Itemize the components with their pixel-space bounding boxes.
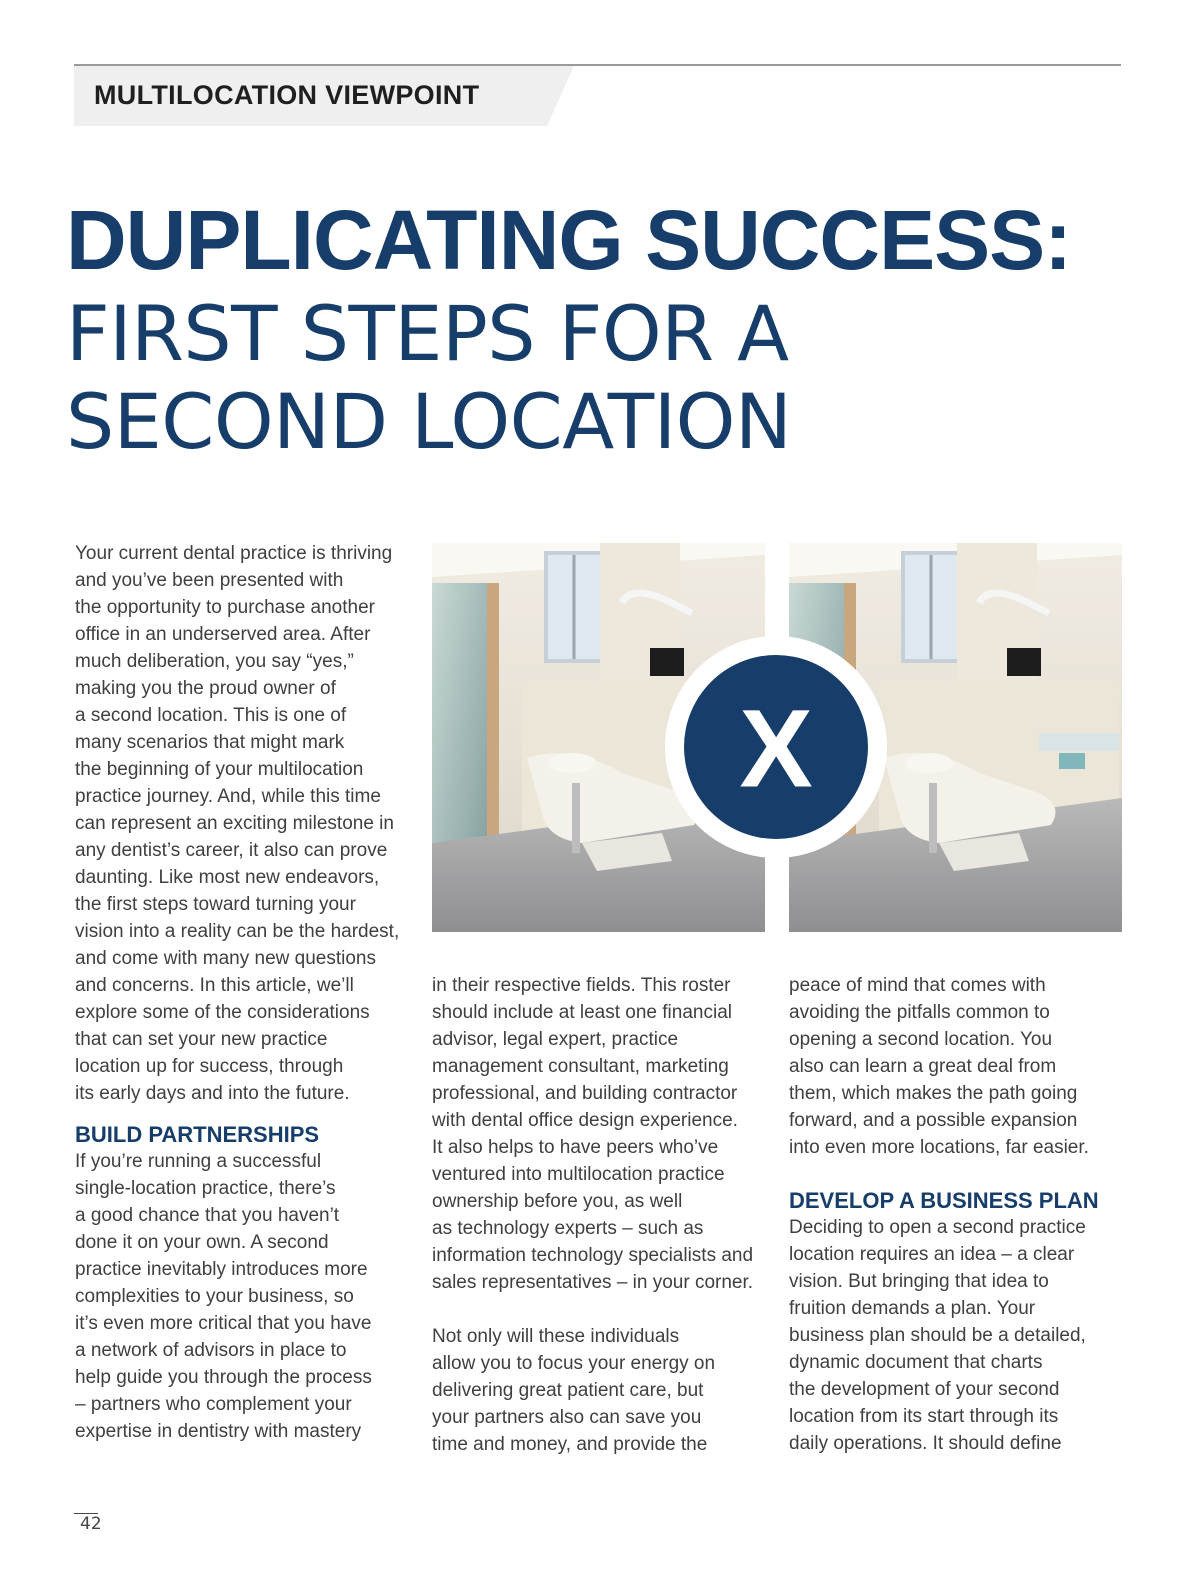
text-line: and you’ve been presented with xyxy=(75,570,344,591)
text-line: Your current dental practice is thriving xyxy=(75,543,393,564)
text-line: the first steps toward turning your xyxy=(75,894,356,915)
text-line: much deliberation, you say “yes,” xyxy=(75,651,354,672)
text-line: vision. But bringing that idea to xyxy=(789,1271,1049,1292)
text-line: with dental office design experience. xyxy=(432,1110,738,1131)
text-line: many scenarios that might mark xyxy=(75,732,345,753)
text-line: can represent an exciting milestone in xyxy=(75,813,394,834)
text-line: peace of mind that comes with xyxy=(789,975,1046,996)
text-line: It also helps to have peers who’ve xyxy=(432,1137,719,1158)
text-line: expertise in dentistry with mastery xyxy=(75,1421,362,1442)
paragraph-gap xyxy=(432,1296,772,1323)
text-line: fruition demands a plan. Your xyxy=(789,1298,1036,1319)
body-paragraph xyxy=(789,1214,1129,1457)
text-line: the beginning of your multilocation xyxy=(75,759,364,780)
text-line: as technology experts – such as xyxy=(432,1218,704,1239)
headline-bold: DUPLICATING SUCCESS: xyxy=(66,193,1072,287)
text-line: your partners also can save you xyxy=(432,1407,702,1428)
text-line: forward, and a possible expansion xyxy=(789,1110,1078,1131)
text-line: Deciding to open a second practice xyxy=(789,1217,1086,1238)
text-line: Not only will these individuals xyxy=(432,1326,680,1347)
subheading-build-partnerships: BUILD PARTNERSHIPS xyxy=(75,1122,320,1147)
text-line: into even more locations, far easier. xyxy=(789,1137,1089,1158)
text-line: time and money, and provide the xyxy=(432,1434,708,1455)
text-line: done it on your own. A second xyxy=(75,1232,329,1253)
text-line: ownership before you, as well xyxy=(432,1191,683,1212)
text-line: sales representatives – in your corner. xyxy=(432,1272,754,1293)
text-line: professional, and building contractor xyxy=(432,1083,738,1104)
text-line: practice journey. And, while this time xyxy=(75,786,381,807)
text-line: help guide you through the process xyxy=(75,1367,372,1388)
text-line: ventured into multilocation practice xyxy=(432,1164,725,1185)
text-line: it’s even more critical that you have xyxy=(75,1313,372,1334)
headline-light xyxy=(66,290,791,466)
text-line: If you’re running a successful xyxy=(75,1151,322,1172)
text-line: – partners who complement your xyxy=(75,1394,352,1415)
text-line: daily operations. It should define xyxy=(789,1433,1062,1454)
text-line: location requires an idea – a clear xyxy=(789,1244,1075,1265)
text-line: delivering great patient care, but xyxy=(432,1380,704,1401)
text-line: a good chance that you haven’t xyxy=(75,1205,340,1226)
text-line: daunting. Like most new endeavors, xyxy=(75,867,380,888)
text-line: office in an underserved area. After xyxy=(75,624,371,645)
text-line: in their respective fields. This roster xyxy=(432,975,731,996)
headline-light-line: FIRST STEPS FOR A xyxy=(66,289,789,378)
text-line: them, which makes the path going xyxy=(789,1083,1078,1104)
text-line: and concerns. In this article, we’ll xyxy=(75,975,354,996)
article-column-3 xyxy=(789,972,1129,1457)
text-line: practice inevitably introduces more xyxy=(75,1259,368,1280)
text-line: its early days and into the future. xyxy=(75,1083,350,1104)
header-rule xyxy=(74,64,1121,66)
body-paragraph xyxy=(789,972,1129,1161)
body-paragraph xyxy=(75,1148,415,1445)
text-line: a second location. This is one of xyxy=(75,705,347,726)
x-badge-icon xyxy=(665,636,887,858)
text-line: single-location practice, there’s xyxy=(75,1178,336,1199)
text-line: and come with many new questions xyxy=(75,948,376,969)
text-line: the opportunity to purchase another xyxy=(75,597,375,618)
body-paragraph xyxy=(432,972,772,1296)
section-label: MULTILOCATION VIEWPOINT xyxy=(94,80,480,110)
text-line: location from its start through its xyxy=(789,1406,1059,1427)
text-line: opening a second location. You xyxy=(789,1029,1053,1050)
body-paragraph xyxy=(432,1323,772,1458)
text-line: explore some of the considerations xyxy=(75,1002,370,1023)
text-line: complexities to your business, so xyxy=(75,1286,354,1307)
text-line: a network of advisors in place to xyxy=(75,1340,347,1361)
text-line: avoiding the pitfalls common to xyxy=(789,1002,1050,1023)
text-line: allow you to focus your energy on xyxy=(432,1353,716,1374)
text-line: advisor, legal expert, practice xyxy=(432,1029,679,1050)
article-column-1 xyxy=(75,540,415,1445)
text-line: information technology specialists and xyxy=(432,1245,754,1266)
text-line: dynamic document that charts xyxy=(789,1352,1043,1373)
text-line: that can set your new practice xyxy=(75,1029,328,1050)
text-line: should include at least one financial xyxy=(432,1002,732,1023)
article-column-2 xyxy=(432,972,772,1458)
text-line: making you the proud owner of xyxy=(75,678,336,699)
page-number: 42 xyxy=(80,1514,102,1534)
text-line: the development of your second xyxy=(789,1379,1060,1400)
subheading-develop-business-plan: DEVELOP A BUSINESS PLAN xyxy=(789,1188,1099,1213)
x-badge-letter: X xyxy=(739,687,813,811)
text-line: any dentist’s career, it also can prove xyxy=(75,840,388,861)
text-line: also can learn a great deal from xyxy=(789,1056,1057,1077)
headline-light-line: SECOND LOCATION xyxy=(66,377,792,466)
text-line: business plan should be a detailed, xyxy=(789,1325,1086,1346)
text-line: vision into a reality can be the hardest, xyxy=(75,921,400,942)
intro-paragraph xyxy=(75,540,415,1107)
text-line: management consultant, marketing xyxy=(432,1056,729,1077)
text-line: location up for success, through xyxy=(75,1056,344,1077)
